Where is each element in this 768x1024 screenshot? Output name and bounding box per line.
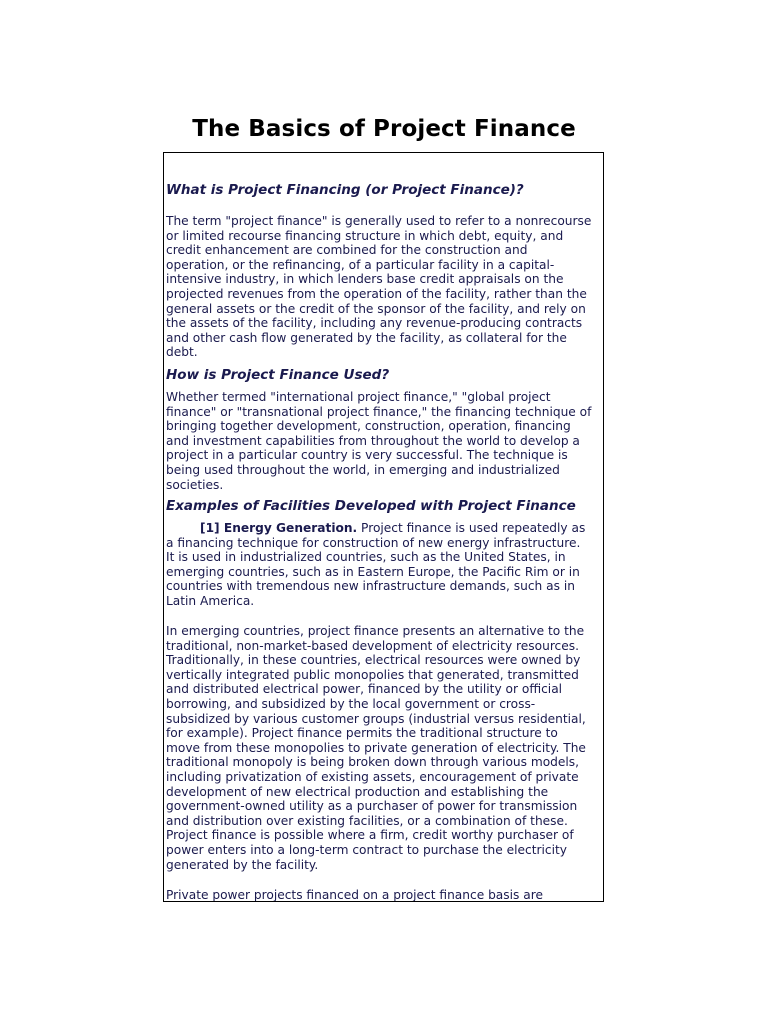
paragraph-emerging-countries: In emerging countries, project finance presents an alternative to the traditional, non-market-based development of electricity resources. Traditionally, in these countries, electrical resources were owned by vertically integrated public monopolies that generated, transmitted and distributed electrical power, financed by the utility or official borrowing, and subsidized by the local government or cross- subsidized by various customer groups (industrial versus residential, for example). Project finance permits the traditional structure to move from these monopolies to private generation of electricity. The traditional monopoly is being broken down through various models, including privatization of existing assets, encouragement of private development of new electrical production and establishing the government-owned utility as a purchaser of power for transmission and distribution over existing facilities, or a combination of these. Project finance is possible where a firm, credit worthy purchaser of power enters into a long-term contract to purchase the electricity generated by the facility. (166, 624, 586, 872)
document-frame (163, 152, 604, 902)
energy-generation-lead: [1] Energy Generation. (200, 521, 358, 535)
section-heading-how-used: How is Project Finance Used? (166, 367, 390, 383)
paragraph-energy-generation (166, 521, 585, 609)
paragraph-how-used: Whether termed "international project finance," "global project finance" or "transnational project finance," the financing technique of bringing together development, construction, operation, financing and investment capabilities from throughout the world to develop a project in a particular country is very successful. The technique is being used throughout the world, in emerging and industrialized societies. (166, 390, 592, 492)
section-heading-what-is: What is Project Financing (or Project Finance)? (166, 182, 524, 198)
paragraph-what-is: The term "project finance" is generally used to refer to a nonrecourse or limited recourse financing structure in which debt, equity, and credit enhancement are combined for the construction and operation, or the refinancing, of a particular facility in a capital- intensive industry, in which lenders base credit appraisals on the projected revenues from the operation of the facility, rather than the general assets or the credit of the sponsor of the facility, and rely on the assets of the facility, including any revenue-producing contracts and other cash flow generated by the facility, as collateral for the debt. (166, 214, 592, 360)
paragraph-private-power: Private power projects financed on a project finance basis are (166, 888, 543, 902)
section-heading-examples: Examples of Facilities Developed with Project Finance (166, 498, 576, 514)
page-title: The Basics of Project Finance (192, 116, 576, 142)
energy-generation-text: Project finance is used repeatedly as a financing technique for construction of new energy infrastructure. It is used in industrialized countries, such as the United States, in emerging countries, such as in Eastern Europe, the Pacific Rim or in countries with tremendous new infrastructure demands, such as in Latin America. (166, 521, 586, 608)
